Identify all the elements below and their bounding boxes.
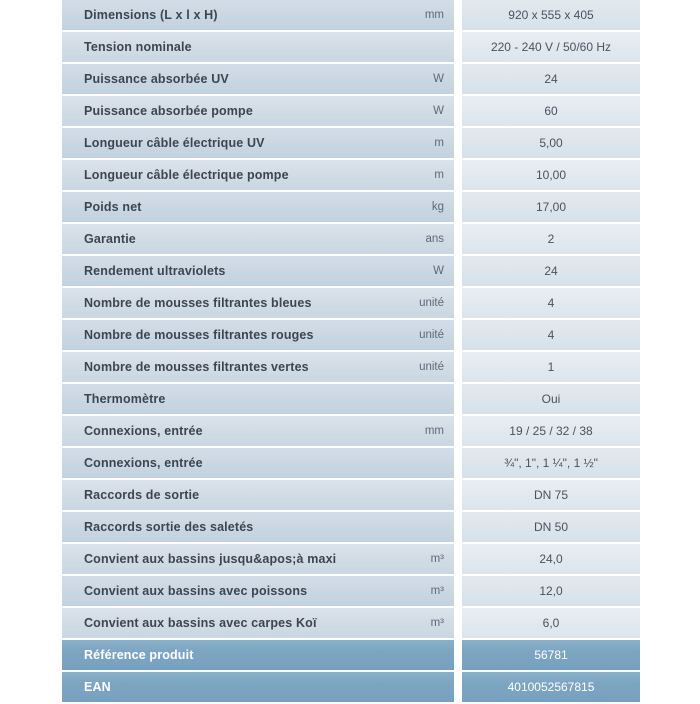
column-divider (454, 384, 462, 414)
row-value-cell (462, 0, 640, 30)
table-row (62, 96, 640, 126)
spec-label: Rendement ultraviolets (84, 264, 226, 278)
table-row (62, 160, 640, 190)
row-value-cell (462, 512, 640, 542)
row-value-cell (462, 352, 640, 382)
row-label-cell (62, 416, 454, 446)
spec-value: 4 (547, 296, 555, 310)
spec-value: 1 (547, 360, 555, 374)
spec-value: ¾", 1", 1 ¼", 1 ½" (504, 456, 598, 470)
row-value-cell (462, 416, 640, 446)
spec-label: EAN (84, 680, 111, 694)
table-row (62, 128, 640, 158)
spec-unit: m³ (430, 553, 444, 565)
table-row (62, 0, 640, 30)
spec-unit: unité (419, 361, 444, 373)
column-divider (454, 672, 462, 702)
spec-label: Longueur câble électrique UV (84, 136, 265, 150)
row-value-cell (462, 384, 640, 414)
spec-value: 10,00 (535, 168, 567, 182)
row-value-cell (462, 160, 640, 190)
row-value-cell (462, 32, 640, 62)
table-row (62, 544, 640, 574)
spec-unit: m (434, 137, 444, 149)
spec-value: 4010052567815 (507, 680, 595, 694)
row-value-cell (462, 320, 640, 350)
spec-label: Puissance absorbée pompe (84, 104, 253, 118)
row-value-cell (462, 288, 640, 318)
row-value-cell (462, 64, 640, 94)
table-row (62, 448, 640, 478)
row-label-cell (62, 512, 454, 542)
column-divider (454, 192, 462, 222)
spec-unit: W (433, 265, 444, 277)
spec-label: Convient aux bassins avec poissons (84, 584, 308, 598)
column-divider (454, 352, 462, 382)
row-label-cell (62, 352, 454, 382)
spec-unit: mm (424, 425, 444, 437)
spec-label: Puissance absorbée UV (84, 72, 229, 86)
spec-unit: ans (425, 233, 444, 245)
row-label-cell (62, 32, 454, 62)
row-label-cell (62, 384, 454, 414)
spec-value: 2 (547, 232, 555, 246)
spec-unit: kg (431, 201, 444, 213)
row-value-cell (462, 544, 640, 574)
spec-unit: unité (419, 329, 444, 341)
table-row (62, 256, 640, 286)
spec-value: 220 - 240 V / 50/60 Hz (490, 40, 612, 54)
spec-value: 17,00 (535, 200, 567, 214)
spec-unit: m (434, 169, 444, 181)
row-value-cell (462, 672, 640, 702)
table-row (62, 352, 640, 382)
table-row (62, 672, 640, 702)
spec-label: Référence produit (84, 648, 194, 662)
table-row (62, 640, 640, 670)
column-divider (454, 160, 462, 190)
table-row (62, 480, 640, 510)
spec-value: 4 (547, 328, 555, 342)
table-row (62, 192, 640, 222)
spec-value: 24 (544, 72, 558, 86)
spec-value: 24 (544, 264, 558, 278)
column-divider (454, 608, 462, 638)
column-divider (454, 480, 462, 510)
spec-value: DN 75 (533, 488, 568, 502)
table-row (62, 608, 640, 638)
column-divider (454, 128, 462, 158)
spec-label: Nombre de mousses filtrantes rouges (84, 328, 314, 342)
table-row (62, 576, 640, 606)
table-row (62, 288, 640, 318)
row-label-cell (62, 0, 454, 30)
row-label-cell (62, 576, 454, 606)
column-divider (454, 96, 462, 126)
column-divider (454, 32, 462, 62)
row-value-cell (462, 576, 640, 606)
table-row (62, 384, 640, 414)
table-row (62, 320, 640, 350)
row-label-cell (62, 320, 454, 350)
spec-value: 60 (544, 104, 558, 118)
column-divider (454, 544, 462, 574)
spec-unit: mm (424, 9, 444, 21)
column-divider (454, 224, 462, 254)
column-divider (454, 448, 462, 478)
spec-label: Convient aux bassins avec carpes Koï (84, 616, 317, 630)
table-row (62, 224, 640, 254)
table-row (62, 64, 640, 94)
row-value-cell (462, 96, 640, 126)
product-specifications-table (62, 0, 640, 704)
spec-unit: m³ (430, 585, 444, 597)
row-label-cell (62, 256, 454, 286)
spec-value: 5,00 (539, 136, 563, 150)
row-value-cell (462, 480, 640, 510)
column-divider (454, 640, 462, 670)
spec-label: Nombre de mousses filtrantes bleues (84, 296, 312, 310)
row-label-cell (62, 128, 454, 158)
spec-label: Connexions, entrée (84, 456, 203, 470)
spec-label: Nombre de mousses filtrantes vertes (84, 360, 309, 374)
row-label-cell (62, 192, 454, 222)
spec-value: Oui (541, 392, 561, 406)
spec-value: 12,0 (539, 584, 563, 598)
column-divider (454, 512, 462, 542)
spec-value: 6,0 (542, 616, 560, 630)
table-row (62, 32, 640, 62)
column-divider (454, 64, 462, 94)
spec-unit: unité (419, 297, 444, 309)
row-value-cell (462, 224, 640, 254)
row-label-cell (62, 448, 454, 478)
spec-value: 24,0 (539, 552, 563, 566)
spec-unit: W (433, 73, 444, 85)
spec-label: Longueur câble électrique pompe (84, 168, 289, 182)
row-value-cell (462, 448, 640, 478)
row-label-cell (62, 288, 454, 318)
column-divider (454, 288, 462, 318)
column-divider (454, 256, 462, 286)
spec-value: 920 x 555 x 405 (508, 8, 594, 22)
spec-value: 19 / 25 / 32 / 38 (509, 424, 593, 438)
table-row (62, 512, 640, 542)
column-divider (454, 0, 462, 30)
spec-unit: m³ (430, 617, 444, 629)
row-value-cell (462, 640, 640, 670)
row-value-cell (462, 256, 640, 286)
spec-label: Garantie (84, 232, 136, 246)
row-label-cell (62, 672, 454, 702)
spec-label: Dimensions (L x l x H) (84, 8, 218, 22)
column-divider (454, 576, 462, 606)
spec-label: Tension nominale (84, 40, 192, 54)
row-label-cell (62, 608, 454, 638)
row-label-cell (62, 544, 454, 574)
spec-label: Thermomètre (84, 392, 166, 406)
spec-label: Connexions, entrée (84, 424, 203, 438)
spec-unit: W (433, 105, 444, 117)
spec-value: 56781 (534, 648, 568, 662)
row-value-cell (462, 128, 640, 158)
table-row (62, 416, 640, 446)
spec-label: Convient aux bassins jusqu&apos;à maxi (84, 552, 337, 566)
row-label-cell (62, 640, 454, 670)
row-label-cell (62, 224, 454, 254)
spec-value: DN 50 (533, 520, 568, 534)
row-label-cell (62, 160, 454, 190)
row-label-cell (62, 96, 454, 126)
column-divider (454, 320, 462, 350)
row-label-cell (62, 64, 454, 94)
column-divider (454, 416, 462, 446)
spec-label: Raccords de sortie (84, 488, 200, 502)
row-value-cell (462, 192, 640, 222)
spec-label: Poids net (84, 200, 142, 214)
row-label-cell (62, 480, 454, 510)
row-value-cell (462, 608, 640, 638)
spec-label: Raccords sortie des saletés (84, 520, 254, 534)
